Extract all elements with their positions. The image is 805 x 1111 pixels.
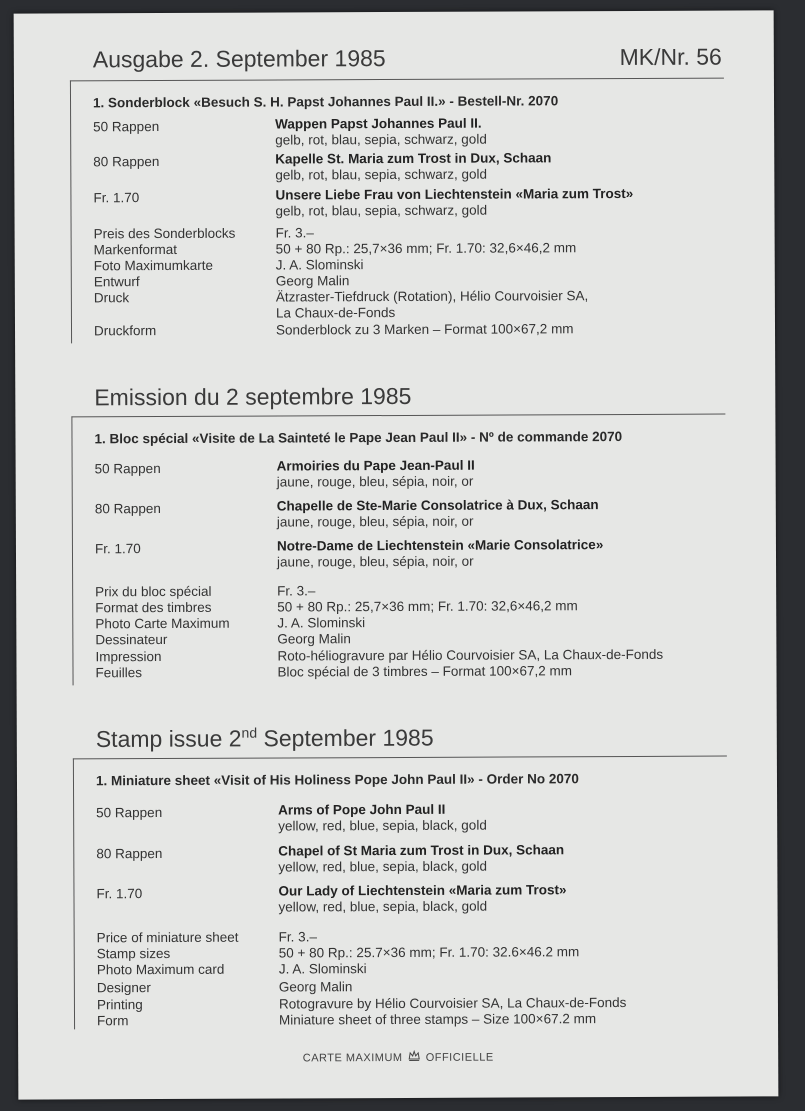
detail-value: Sonderblock zu 3 Marken – Format 100×67,2 mm: [275, 321, 574, 338]
stamp-description: [277, 497, 599, 530]
detail-label: Price of miniature sheet: [96, 929, 239, 946]
block-title-english: 1. Miniature sheet «Visit of His Holiness Pope John Paul II» - Order No 2070: [95, 771, 579, 789]
card-number: MK/Nr. 56: [619, 43, 722, 71]
stamp-name: Armoiries du Pape Jean-Paul II: [276, 457, 475, 474]
stamp-value: 50 Rappen: [93, 119, 160, 135]
stamp-value: Fr. 1.70: [96, 886, 143, 902]
detail-value: 50 + 80 Rp.: 25,7×36 mm; Fr. 1.70: 32,6×46,2 mm: [275, 240, 577, 257]
stamp-description: [277, 458, 475, 491]
stamp-value: 80 Rappen: [93, 154, 160, 170]
stamp-description: [275, 150, 551, 183]
detail-label: Feuilles: [95, 665, 143, 681]
heading-english-text: Stamp issue 2: [95, 725, 242, 752]
detail-label: Prix du bloc spécial: [95, 583, 212, 600]
detail-label: Druck: [93, 290, 130, 306]
heading-german: Ausgabe 2. September 1985: [92, 45, 386, 73]
stamp-colors: gelb, rot, blau, sepia, schwarz, gold: [275, 166, 487, 183]
stamp-description: [275, 186, 633, 220]
block-title-german: 1. Sonderblock «Besuch S. H. Papst Johannes Paul II.» - Bestell-Nr. 2070: [92, 93, 559, 111]
heading-english-superscript: nd: [241, 724, 258, 741]
stamp-colors: yellow, red, blue, sepia, black, gold: [278, 858, 488, 875]
detail-value: 50 + 80 Rp.: 25,7×36 mm; Fr. 1.70: 32,6×46,2 mm: [277, 598, 578, 615]
footer-imprint: [18, 1048, 778, 1065]
detail-label: Preis des Sonderblocks: [93, 225, 236, 242]
stamp-description: [275, 116, 487, 149]
detail-label: Impression: [95, 649, 162, 665]
stamp-description: [277, 537, 603, 570]
detail-label: Photo Carte Maximum: [95, 615, 230, 632]
stamp-value: Fr. 1.70: [94, 541, 141, 557]
detail-value: J. A. Slominski: [277, 615, 366, 631]
detail-label: Designer: [96, 980, 151, 996]
stamp-colors: jaune, rouge, bleu, sépia, noir, or: [276, 513, 474, 530]
stamp-name: Arms of Pope John Paul II: [278, 801, 446, 818]
detail-value: Miniature sheet of three stamps – Size 100×67.2 mm: [278, 1011, 597, 1028]
stamp-value: 50 Rappen: [94, 461, 161, 477]
stamp-description: [278, 842, 564, 875]
detail-label: Form: [96, 1013, 129, 1029]
detail-label: Markenformat: [93, 241, 177, 258]
block-title-french: 1. Bloc spécial «Visite de La Sainteté le Pape Jean Paul II» - Nº de commande 2070: [94, 429, 623, 447]
stamp-name: Chapelle de Ste-Marie Consolatrice à Dux, Schaan: [276, 497, 599, 514]
stamp-name: Wappen Papst Johannes Paul II.: [275, 115, 482, 132]
footer-text-left: CARTE MAXIMUM: [302, 1051, 403, 1065]
detail-value: Fr. 3.–: [278, 929, 317, 945]
stamp-colors: gelb, rot, blau, sepia, schwarz, gold: [275, 131, 487, 148]
detail-value: Fr. 3.–: [277, 583, 316, 599]
detail-label: Entwurf: [93, 274, 140, 290]
detail-label: Photo Maximum card: [96, 961, 225, 978]
detail-value: Bloc spécial de 3 timbres – Format 100×67,2 mm: [277, 663, 573, 680]
detail-value: Fr. 3.–: [275, 225, 314, 241]
crown-icon: [408, 1050, 420, 1062]
detail-label: Foto Maximumkarte: [93, 257, 214, 274]
stamp-name: Kapelle St. Maria zum Trost in Dux, Schaan: [275, 150, 552, 167]
maximum-card: [14, 10, 779, 1099]
detail-value: J. A. Slominski: [278, 961, 367, 977]
stamp-description: [278, 802, 487, 835]
stamp-value: 80 Rappen: [96, 846, 163, 862]
detail-label: Stamp sizes: [96, 945, 171, 962]
stamp-name: Chapel of St Maria zum Trost in Dux, Schaan: [278, 842, 565, 859]
stamp-colors: yellow, red, blue, sepia, black, gold: [278, 817, 487, 834]
detail-value-line: Ätzraster-Tiefdruck (Rotation), Hélio Courvoisier SA,: [275, 288, 589, 305]
detail-label: Druckform: [93, 323, 157, 339]
detail-value-line: La Chaux-de-Fonds: [275, 305, 396, 321]
detail-value: 50 + 80 Rp.: 25.7×36 mm; Fr. 1.70: 32.6×46.2 mm: [278, 944, 580, 961]
stamp-value: 50 Rappen: [96, 805, 163, 821]
stamp-name: Notre-Dame de Liechtenstein «Marie Consolatrice»: [276, 537, 604, 554]
stamp-value: Fr. 1.70: [93, 190, 140, 206]
detail-value: Georg Malin: [278, 979, 353, 995]
stamp-name: Unsere Liebe Frau von Liechtenstein «Maria zum Trost»: [275, 185, 634, 203]
stamp-colors: yellow, red, blue, sepia, black, gold: [278, 898, 488, 915]
detail-label: Dessinateur: [95, 631, 168, 648]
detail-value: Rotogravure by Hélio Courvoisier SA, La Chaux-de-Fonds: [278, 994, 627, 1012]
detail-value: Georg Malin: [277, 631, 351, 647]
heading-french: Emission du 2 septembre 1985: [94, 382, 412, 411]
stamp-name: Our Lady of Liechtenstein «Maria zum Trost»: [278, 882, 567, 899]
stamp-value: 80 Rappen: [94, 501, 161, 517]
heading-english: [96, 724, 434, 753]
stamp-colors: gelb, rot, blau, sepia, schwarz, gold: [275, 202, 488, 219]
stamp-colors: jaune, rouge, bleu, sépia, noir, or: [276, 473, 474, 490]
stamp-colors: jaune, rouge, bleu, sépia, noir, or: [276, 553, 474, 570]
detail-value: Roto-héliogravure par Hélio Courvoisier SA, La Chaux-de-Fonds: [277, 646, 664, 664]
stamp-description: [278, 882, 566, 915]
detail-value: Georg Malin: [275, 273, 350, 289]
heading-english-text-end: September 1985: [257, 724, 434, 752]
footer-text-right: OFFICIELLE: [425, 1051, 494, 1064]
detail-label: Format des timbres: [95, 599, 212, 616]
detail-value: J. A. Slominski: [275, 257, 364, 273]
detail-label: Printing: [96, 997, 143, 1013]
detail-value: [276, 288, 588, 321]
